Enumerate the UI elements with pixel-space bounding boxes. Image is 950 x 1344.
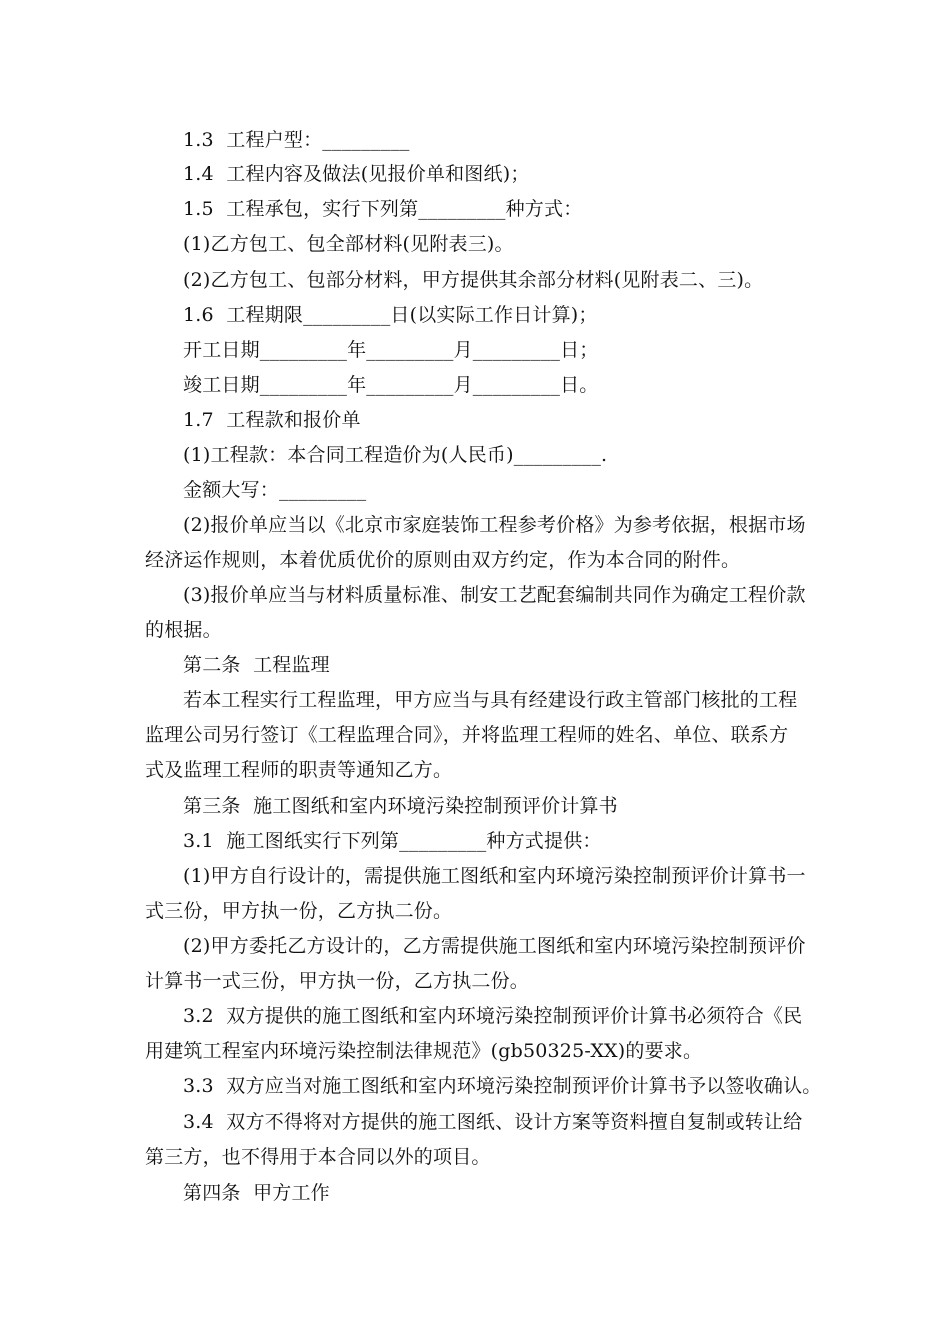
- clause-1-6: 1.6 工程期限_________日(以实际工作日计算)；: [183, 304, 598, 326]
- clause-3-4: 3.4 双方不得将对方提供的施工图纸、设计方案等资料擅自复制或转让给: [183, 1111, 803, 1133]
- clause-1-3: 1.3 工程户型：_________: [183, 129, 410, 151]
- amount-in-words-line: 金额大写：_________: [183, 479, 367, 501]
- clause-1-7-item-2-cont: 经济运作规则，本着优质优价的原则由双方约定，作为本合同的附件。: [145, 549, 741, 571]
- clause-1-7-item-2: (2)报价单应当以《北京市家庭装饰工程参考价格》为参考依据，根据市场: [183, 514, 806, 536]
- article-2-para-cont-2: 式及监理工程师的职责等通知乙方。: [145, 759, 453, 781]
- clause-3-4-cont: 第三方，也不得用于本合同以外的项目。: [145, 1146, 491, 1168]
- clause-3-1-option-2: (2)甲方委托乙方设计的，乙方需提供施工图纸和室内环境污染控制预评价: [183, 935, 806, 957]
- completion-date-line: 竣工日期_________年_________月_________日。: [183, 374, 599, 396]
- clause-1-5-option-1: (1)乙方包工、包全部材料(见附表三)。: [183, 233, 514, 255]
- clause-1-7: 1.7 工程款和报价单: [183, 409, 361, 431]
- clause-1-7-item-3: (3)报价单应当与材料质量标准、制安工艺配套编制共同作为确定工程价款: [183, 584, 806, 606]
- clause-3-2-cont: 用建筑工程室内环境污染控制法律规范》(gb50325-XX)的要求。: [145, 1040, 703, 1062]
- clause-1-7-item-3-cont: 的根据。: [145, 619, 222, 641]
- start-date-line: 开工日期_________年_________月_________日；: [183, 339, 599, 361]
- clause-3-1-option-2-cont: 计算书一式三份，甲方执一份，乙方执二份。: [145, 970, 530, 992]
- clause-3-3: 3.3 双方应当对施工图纸和室内环境污染控制预评价计算书予以签收确认。: [183, 1075, 822, 1097]
- clause-3-1-option-1: (1)甲方自行设计的，需提供施工图纸和室内环境污染控制预评价计算书一: [183, 865, 806, 887]
- clause-1-4: 1.4 工程内容及做法(见报价单和图纸)；: [183, 163, 530, 185]
- clause-1-5-option-2: (2)乙方包工、包部分材料，甲方提供其余部分材料(见附表二、三)。: [183, 269, 764, 291]
- article-4-heading: 第四条 甲方工作: [183, 1182, 330, 1204]
- clause-3-1: 3.1 施工图纸实行下列第_________种方式提供：: [183, 830, 602, 852]
- clause-1-7-item-1: (1)工程款：本合同工程造价为(人民币)_________.: [183, 444, 608, 466]
- article-2-heading: 第二条 工程监理: [183, 654, 330, 676]
- article-2-para-cont-1: 监理公司另行签订《工程监理合同》，并将监理工程师的姓名、单位、联系方: [145, 724, 789, 746]
- clause-3-2: 3.2 双方提供的施工图纸和室内环境污染控制预评价计算书必须符合《民: [183, 1005, 803, 1027]
- clause-3-1-option-1-cont: 式三份，甲方执一份，乙方执二份。: [145, 900, 453, 922]
- article-3-heading: 第三条 施工图纸和室内环境污染控制预评价计算书: [183, 795, 618, 817]
- clause-1-5: 1.5 工程承包，实行下列第_________种方式：: [183, 198, 583, 220]
- article-2-para: 若本工程实行工程监理，甲方应当与具有经建设行政主管部门核批的工程: [183, 689, 798, 711]
